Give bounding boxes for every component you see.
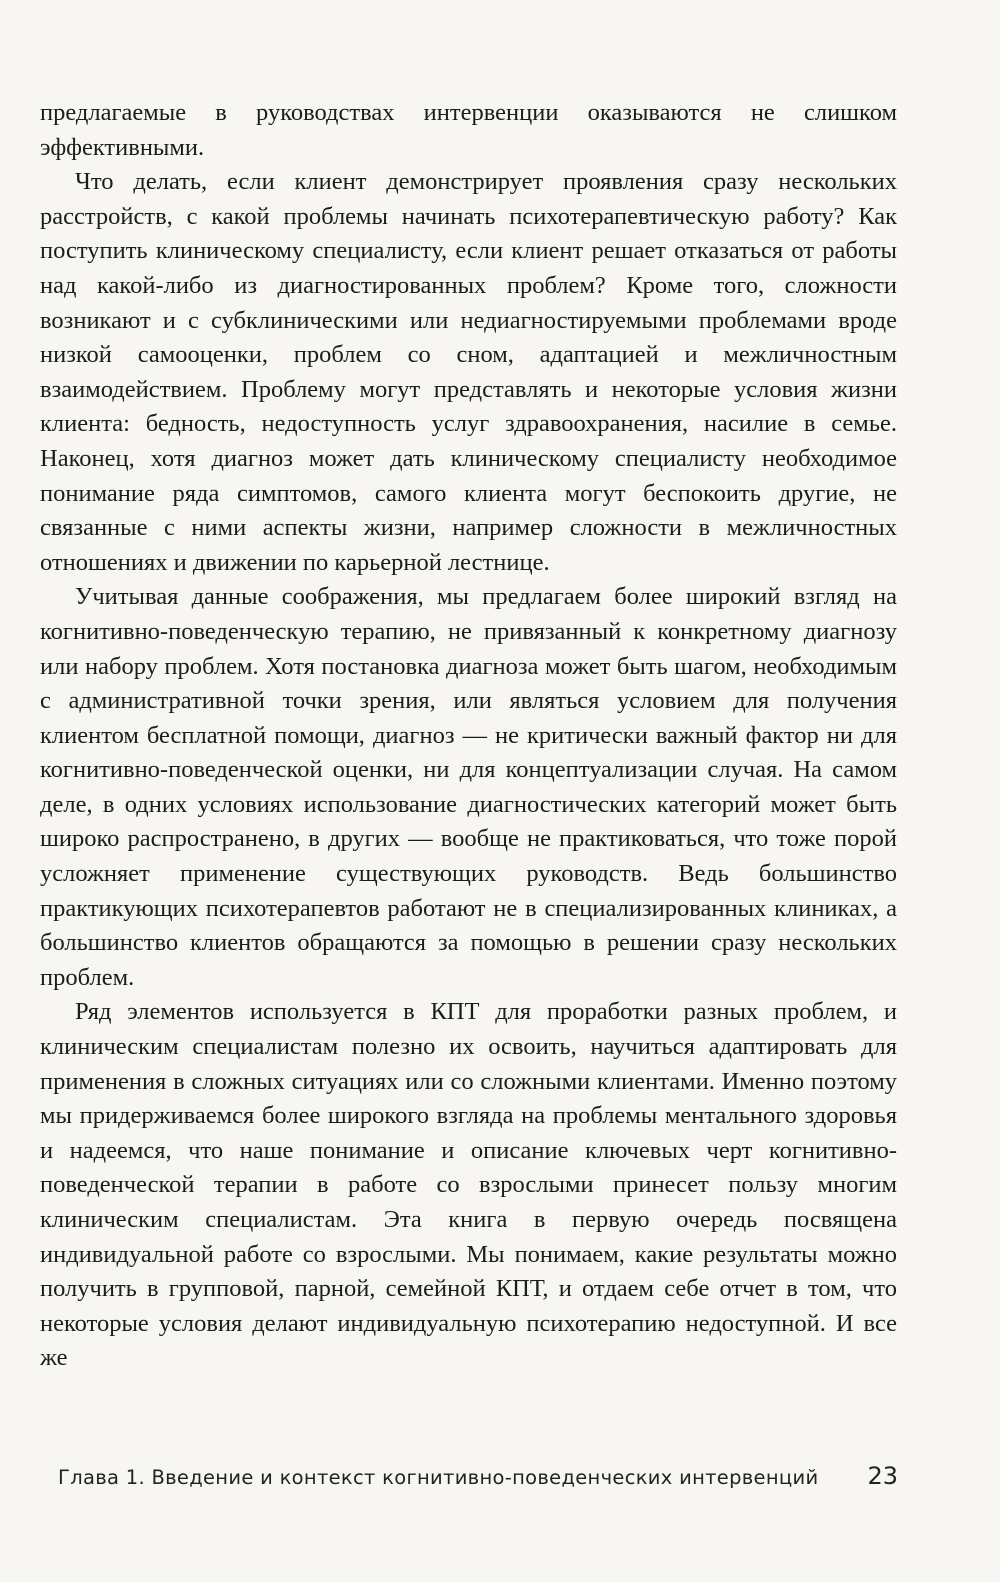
page-footer bbox=[58, 1462, 898, 1498]
paragraph: Ряд элементов используется в КПТ для проработки разных проблем, и клиническим специалистам полезно их освоить, научиться адаптировать для применения в сложных ситуациях или со сложными клиентами. Именно поэтому мы придерживаемся более широкого взгляда на проблемы ментального здоровья и надеемся, что наше понимание и описание ключевых черт когнитивно-поведенческой терапии в работе со взрослыми принесет пользу многим клиническим специалистам. Эта книга в первую очередь посвящена индивидуальной работе со взрослыми. Мы понимаем, какие результаты можно получить в групповой, парной, семейной КПТ, и отдаем себе отчет в том, что некоторые условия делают индивидуальную психотерапию недоступной. И все же bbox=[40, 998, 897, 1372]
page-number: 23 bbox=[867, 1462, 898, 1490]
running-title: Глава 1. Введение и контекст когнитивно-поведенческих интервенций bbox=[58, 1466, 819, 1489]
paragraph-continuation: предлагаемые в руководствах интервенции оказываются не слишком эффективными. bbox=[40, 99, 897, 161]
main-text bbox=[40, 96, 897, 1376]
paragraph: Что делать, если клиент демонстрирует проявления сразу нескольких расстройств, с какой проблемы начинать психотерапевтическую работу? Как поступить клиническому специалисту, если клиент решает отказаться от работы над какой-либо из диагностированных проблем? Кроме того, сложности возникают и с субклиническими или недиагностируемыми проблемами вроде низкой самооценки, проблем со сном, адаптацией и межличностным взаимодействием. Проблему могут представлять и некоторые условия жизни клиента: бедность, недоступность услуг здравоохранения, насилие в семье. Наконец, хотя диагноз может дать клиническому специалисту необходимое понимание ряда симптомов, самого клиента могут беспокоить другие, не связанные с ними аспекты жизни, например сложности в межличностных отношениях и движении по карьерной лестнице. bbox=[40, 168, 897, 576]
paragraph: Учитывая данные соображения, мы предлагаем более широкий взгляд на когнитивно-поведенческую терапию, не привязанный к конкретному диагнозу или набору проблем. Хотя постановка диагноза может быть шагом, необходимым с административной точки зрения, или являться условием для получения клиентом бесплатной помощи, диагноз — не критически важный фактор ни для когнитивно-поведенческой оценки, ни для концептуализации случая. На самом деле, в одних условиях использование диагностических категорий может быть широко распространено, в других — вообще не практиковаться, что тоже порой усложняет применение существующих руководств. Ведь большинство практикующих психотерапевтов работают не в специализированных клиниках, а большинство клиентов обращаются за помощью в решении сразу нескольких проблем. bbox=[40, 583, 897, 991]
